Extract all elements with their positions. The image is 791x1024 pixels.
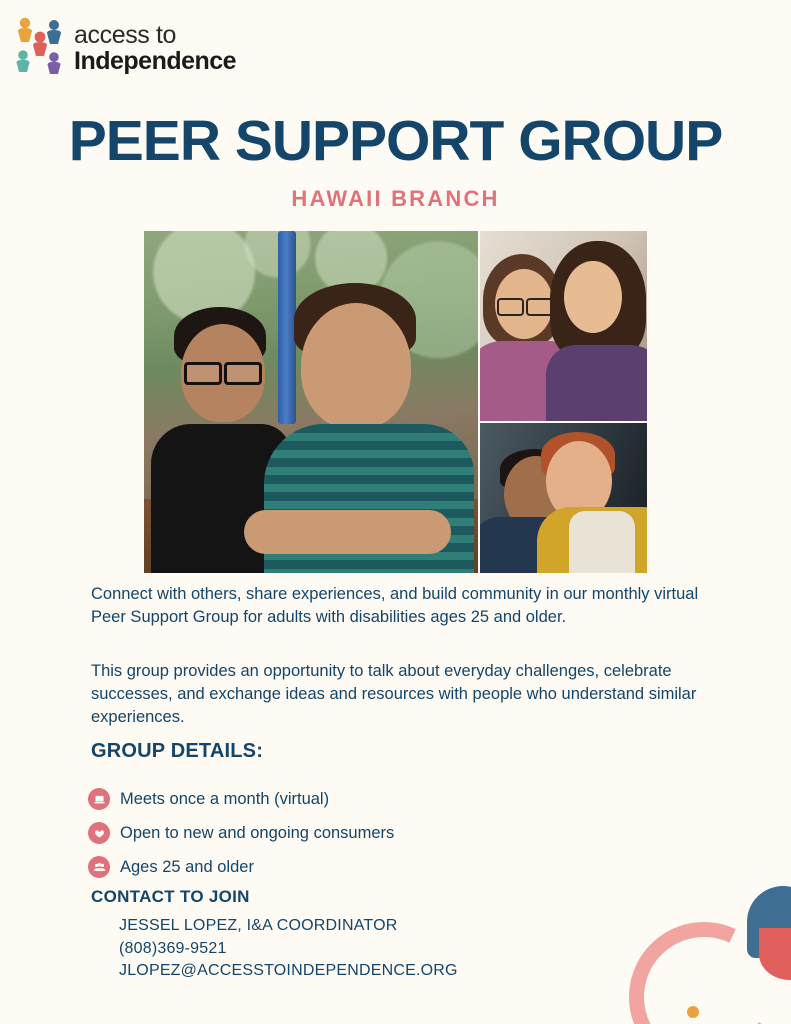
photo-two-young-men-outdoors [144,231,478,573]
group-details-list [88,782,688,884]
list-item-label: Ages 25 and older [120,857,254,876]
page-subtitle: HAWAII BRANCH [291,186,500,211]
list-item-label: Open to new and ongoing consumers [120,823,395,842]
contact-phone[interactable]: (808)369-9521 [119,939,227,957]
logo-line-2: Independence [74,47,237,75]
contact-name: JESSEL LOPEZ, I&A COORDINATOR [119,917,398,934]
decorative-corner-graphic [619,886,791,1024]
people-group-icon [88,856,110,878]
yellow-dot-icon [687,1006,699,1018]
photo-two-women-smiling [480,231,647,421]
photo-two-men-laughing [480,423,647,573]
logo-line-1: access to [74,20,177,49]
contact-heading: CONTACT TO JOIN [91,887,250,906]
red-blob-icon [759,928,791,980]
contact-details [119,915,458,983]
contact-email[interactable]: JLOPEZ@ACCESSTOINDEPENDENCE.ORG [119,962,458,980]
intro-paragraph: Connect with others, share experiences, and build community in our monthly virtual Peer Support Group for adults with disabilities ages 25 and older. [91,585,699,626]
arc-shape-icon [608,901,791,1024]
description-paragraph: This group provides an opportunity to talk about everyday challenges, celebrate successes, and exchange ideas and resources with people who understand similar experiences. [91,662,697,726]
handshake-heart-icon [88,822,110,844]
photo-collage [144,231,647,573]
laptop-icon [88,788,110,810]
group-details-heading: GROUP DETAILS: [91,740,264,762]
list-item [88,782,688,816]
logo-wordmark [74,16,236,75]
list-item-label: Meets once a month (virtual) [120,789,330,808]
list-item [88,850,688,884]
page-title: PEER SUPPORT GROUP [68,109,723,173]
list-item [88,816,688,850]
organization-logo [14,14,236,76]
people-circle-logo-icon [14,14,66,76]
blue-blob-icon [747,886,791,958]
